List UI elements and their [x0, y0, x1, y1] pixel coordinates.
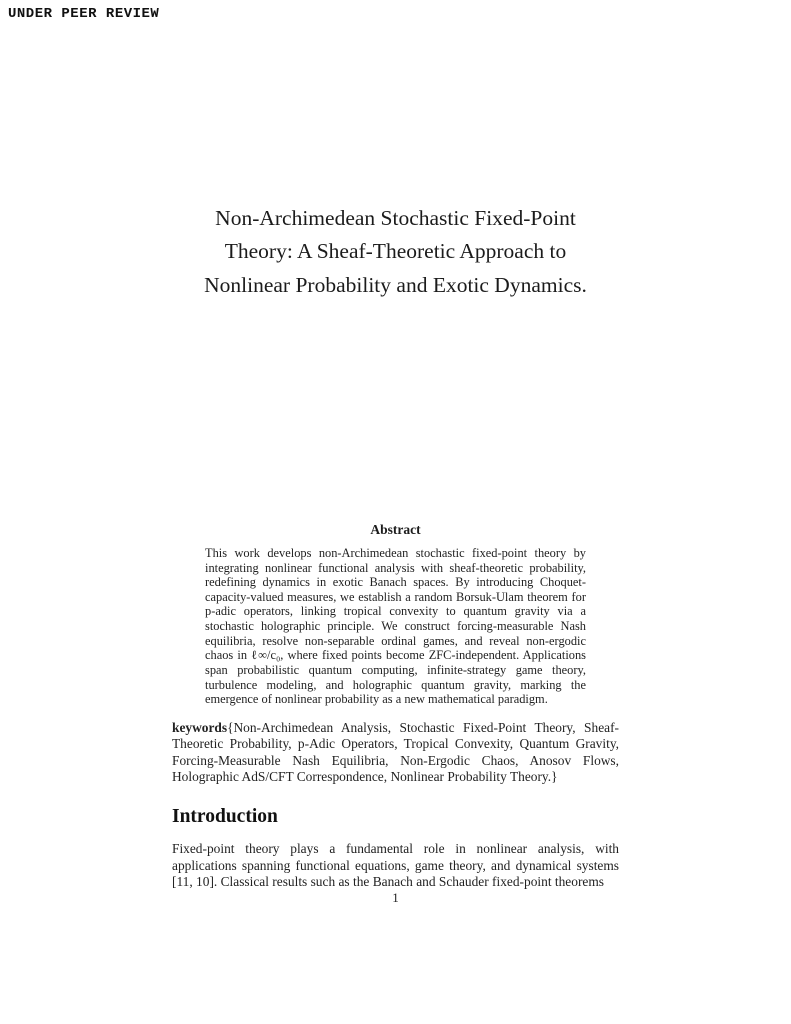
title-line-2: Theory: A Sheaf-Theoretic Approach to: [224, 239, 567, 264]
text-column: [172, 0, 619, 891]
title-line-3: Nonlinear Probability and Exotic Dynamics.: [204, 272, 587, 297]
abstract-text: This work develops non-Archimedean stochastic fixed-point theory by integrating nonlinear functional analysis with sheaf-theoretic probability, redefining dynamics in exotic Banach spaces. By introducing Choquet-capacity-valued measures, we establish a random Borsuk-Ulam theorem for p-adic operators, linking tropical convexity to quantum gravity via a stochastic holographic principle. We construct forcing-measurable Nash equilibria, resolve non-separable ordinal games, and reveal non-ergodic chaos in ℓ∞/c₀, where fixed points become ZFC-independent. Applications span probabilistic quantum computing, infinite-strategy game theory, turbulence modeling, and holographic quantum gravity, marking the emergence of nonlinear probability as a new mathematical paradigm.: [205, 545, 586, 707]
abstract-heading: Abstract: [370, 521, 421, 537]
peer-review-watermark: UNDER PEER REVIEW: [8, 6, 160, 22]
keywords-label: keywords: [172, 719, 228, 735]
title-line-1: Non-Archimedean Stochastic Fixed-Point: [215, 206, 576, 230]
keywords-text: {Non-Archimedean Analysis, Stochastic Fixed-Point Theory, Sheaf-Theoretic Probability, p-Adic Operators, Tropical Convexity, Quantum Gravity, Forcing-Measurable Nash Equilibria, Non-Ergodic Chaos, Anosov Flows, Holographic AdS/CFT Correspondence, Nonlinear Probability Theory.}: [172, 719, 619, 784]
introduction-paragraph: Fixed-point theory plays a fundamental role in nonlinear analysis, with applications spanning functional equations, game theory, and dynamical systems [11, 10]. Classical results such as the Banach and Schauder fixed-point theorems: [172, 841, 619, 890]
keywords-paragraph: [172, 720, 619, 785]
section-heading-introduction: Introduction: [172, 806, 278, 828]
paper-title: [172, 202, 619, 302]
page-number: 1: [392, 890, 399, 905]
